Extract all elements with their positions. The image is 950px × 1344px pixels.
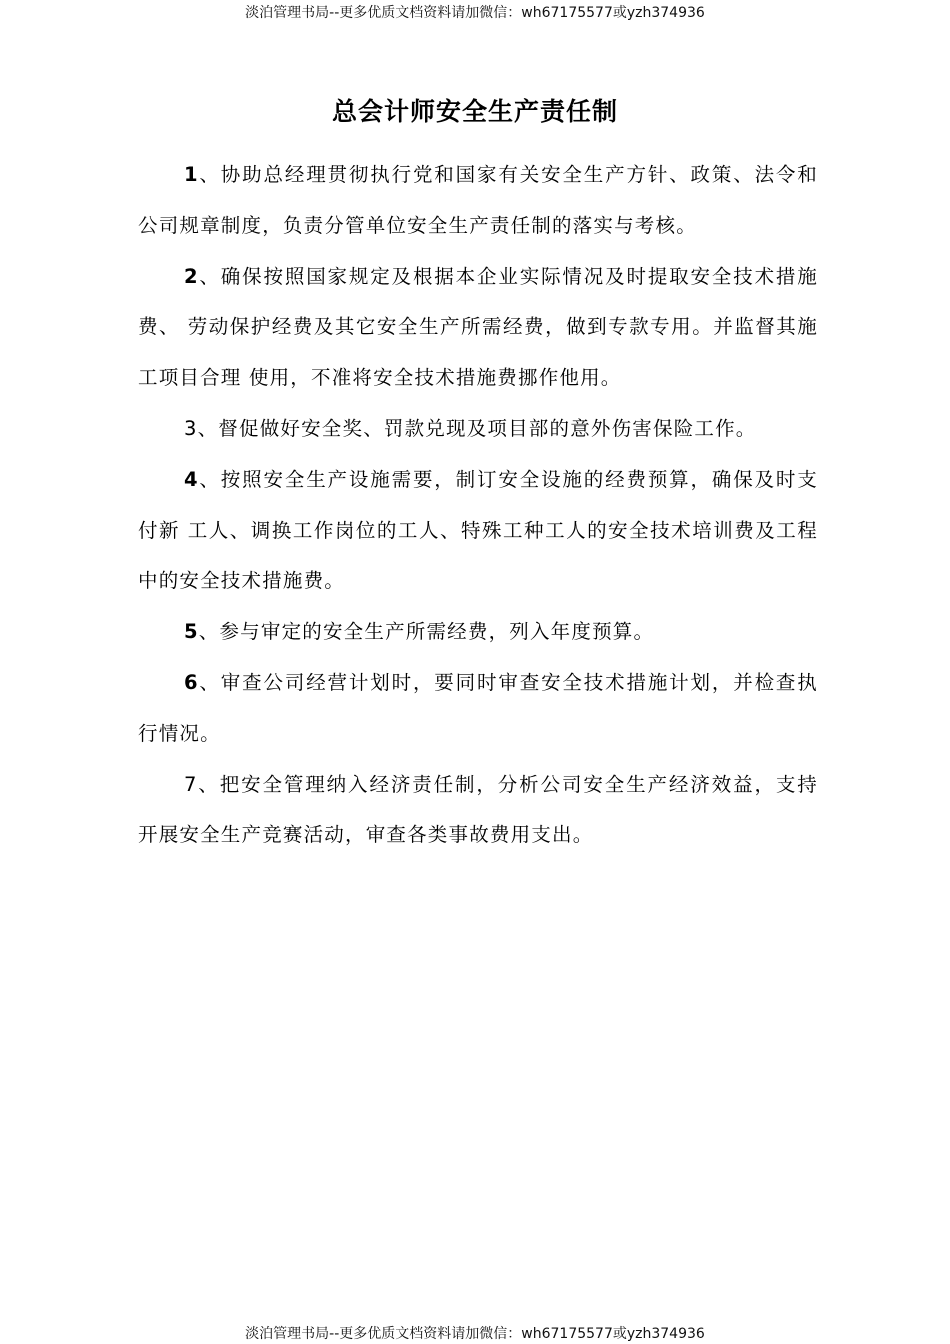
- paragraph-text: 、确保按照国家规定及根据本企业实际情况及时提取安全技术措施费、 劳动保护经费及其它安全生产所需经费，做到专款专用。并监督其施工项目合理 使用，不准将安全技术措施费挪作他用。: [138, 264, 818, 390]
- item-number: 2: [184, 264, 199, 288]
- item-number: 5: [184, 620, 199, 644]
- paragraph-text: 、参与审定的安全生产所需经费，列入年度预算。: [198, 620, 655, 644]
- item-number: 3: [184, 416, 198, 440]
- page-footer: 淡泊管理书局--更多优质文档资料请加微信：wh67175577或yzh374936: [245, 1326, 705, 1342]
- paragraph-text: 、协助总经理贯彻执行党和国家有关安全生产方针、政策、法令和公司规章制度，负责分管单位安全生产责任制的落实与考核。: [138, 163, 818, 237]
- document-body: [138, 150, 818, 861]
- paragraph-7: [138, 760, 818, 862]
- paragraph-3: [138, 404, 818, 455]
- paragraph-text: 、审查公司经营计划时，要同时审查安全技术措施计划，并检查执行情况。: [138, 670, 818, 745]
- paragraph-1: [138, 150, 818, 252]
- paragraph-text: 、把安全管理纳入经济责任制，分析公司安全生产经济效益，支持开展安全生产竞赛活动，审查各类事故费用支出。: [138, 772, 818, 847]
- page-header: 淡泊管理书局--更多优质文档资料请加微信：wh67175577或yzh374936: [245, 5, 705, 21]
- paragraph-text: 、按照安全生产设施需要，制订安全设施的经费预算，确保及时支付新 工人、调换工作岗位的工人、特殊工种工人的安全技术培训费及工程中的安全技术措施费。: [138, 467, 818, 593]
- item-number: 7: [184, 772, 198, 796]
- paragraph-4: [138, 455, 818, 607]
- paragraph-text: 、督促做好安全奖、罚款兑现及项目部的意外伤害保险工作。: [197, 416, 757, 440]
- paragraph-5: [138, 607, 818, 658]
- item-number: 4: [184, 467, 199, 491]
- paragraph-6: [138, 658, 818, 760]
- document-title: 总会计师安全生产责任制: [331, 97, 618, 126]
- paragraph-2: [138, 252, 818, 404]
- item-number: 1: [184, 163, 199, 186]
- item-number: 6: [184, 670, 199, 694]
